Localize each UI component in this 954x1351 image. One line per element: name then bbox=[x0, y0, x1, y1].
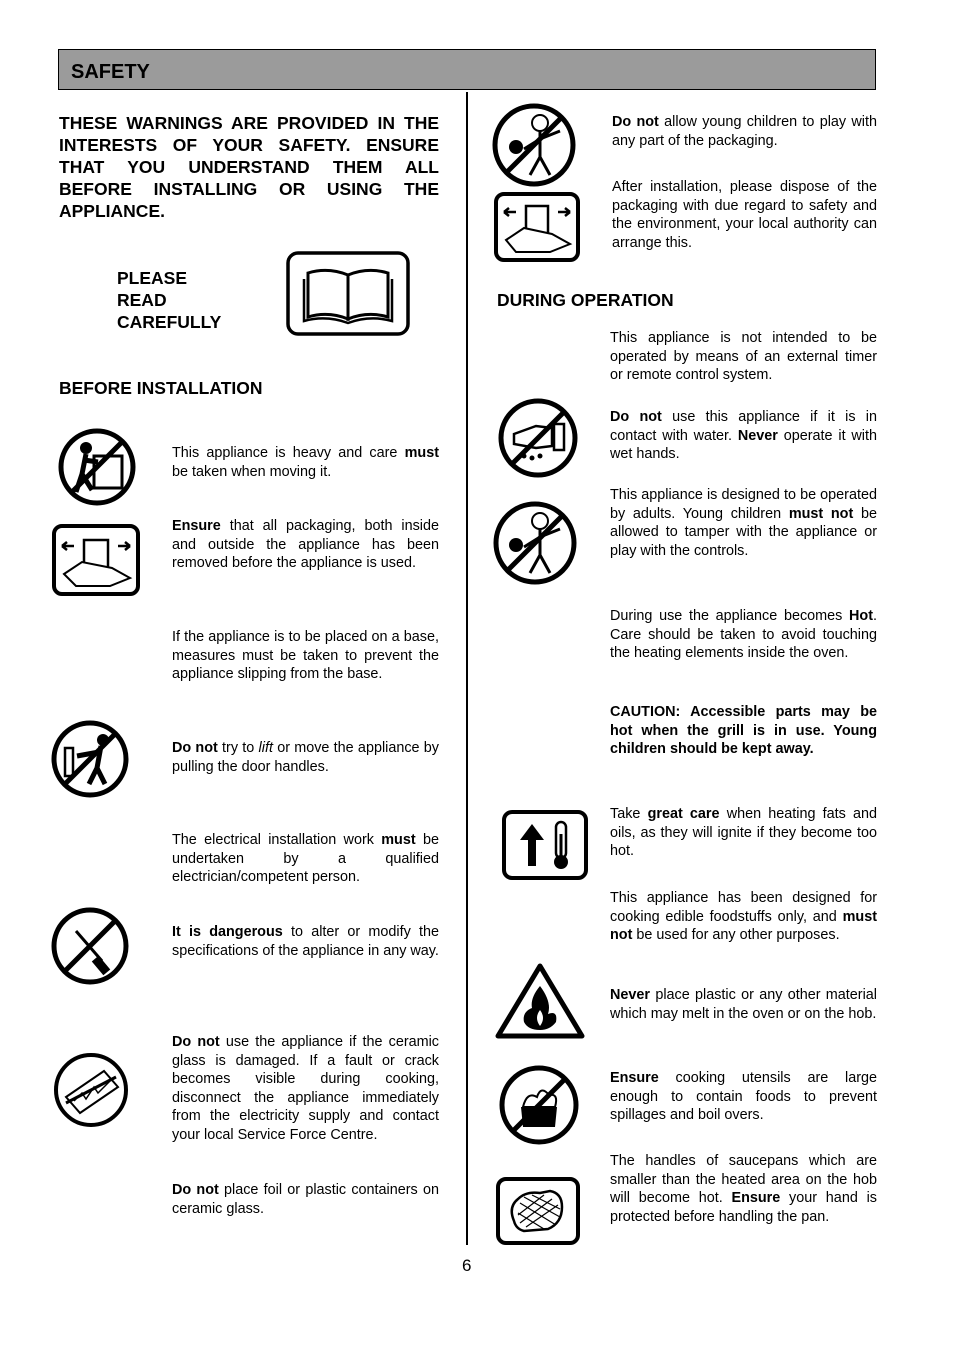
text-run: cooking utensils are large enough to contain foods to prevent spillages and boil overs. bbox=[610, 1070, 877, 1123]
oven-glove-icon bbox=[496, 1177, 580, 1245]
text-run-bold: must not bbox=[788, 505, 854, 522]
text-run: use this appliance if it is in contact with water. bbox=[610, 409, 877, 444]
warning-text-children-packaging bbox=[612, 113, 877, 150]
text-run-bold: Never bbox=[737, 427, 778, 444]
warning-text-handles bbox=[610, 1152, 877, 1226]
text-run-bold: Hot bbox=[849, 608, 873, 624]
text-run-bold: Do not bbox=[172, 740, 218, 756]
text-run: try to bbox=[217, 740, 259, 756]
please-read-line: CAREFULLY bbox=[117, 312, 222, 332]
text-run-bold: must not bbox=[610, 908, 877, 943]
text-run-bold: Never bbox=[610, 987, 651, 1003]
warning-text-utensils bbox=[610, 1069, 877, 1125]
text-run: The handles of saucepans which are smaller than the heated area on the hob will become hot. bbox=[610, 1153, 877, 1206]
text-run: . Care should be taken to avoid touching the heating elements inside the oven. bbox=[610, 608, 877, 661]
text-run: allow young children to play with any part of the packaging. bbox=[612, 114, 877, 149]
page-number: 6 bbox=[462, 1256, 472, 1275]
warning-text-fats-oils bbox=[610, 805, 877, 861]
text-run-bold: Do not bbox=[172, 1034, 220, 1050]
packaging-disposal-icon bbox=[494, 192, 580, 262]
text-run: be allowed to tamper with the appliance or play with the controls. bbox=[610, 505, 877, 559]
text-run: During use the appliance becomes bbox=[610, 608, 850, 624]
text-run: place plastic or any other material which may melt in the oven or on the hob. bbox=[610, 987, 877, 1022]
please-read-label bbox=[117, 267, 221, 333]
text-run-bold: Do not bbox=[172, 1182, 219, 1198]
intro-warning: THESE WARNINGS ARE PROVIDED IN THE INTERESTS OF YOUR SAFETY. ENSURE THAT YOU UNDERSTAND THEM ALL BEFORE INSTALLING OR USING THE APPLIANCE. bbox=[59, 113, 439, 221]
warning-text-foil bbox=[172, 1181, 439, 1218]
text-run: when heating fats and oils, as they will ignite if they become too hot. bbox=[610, 806, 877, 859]
text-run: The electrical installation work bbox=[172, 832, 382, 848]
text-run: or move the appliance by pulling the door handles. bbox=[172, 740, 439, 775]
page-title: SAFETY bbox=[71, 61, 150, 83]
warning-text-plastic bbox=[610, 986, 877, 1023]
wet-hands-prohibited-icon bbox=[496, 396, 580, 480]
text-run-bold: must bbox=[381, 832, 416, 848]
text-run-bold: Do not bbox=[612, 114, 659, 130]
text-run: your hand is protected before handling the pan. bbox=[610, 1190, 877, 1225]
caution-text: CAUTION: Accessible parts may be hot when the grill is in use. Young children should be kept away. bbox=[610, 704, 877, 757]
text-run-bold: must bbox=[404, 445, 439, 461]
section-heading-during-operation: DURING OPERATION bbox=[497, 290, 674, 310]
text-run-bold: Do not bbox=[610, 409, 662, 425]
warning-text-foodstuffs bbox=[610, 889, 877, 945]
text-run: use the appliance if the ceramic glass is damaged. If a fault or crack becomes visible during cooking, disconnect the appliance immediately from the electricity supply and contact your local Service Force Centre. bbox=[172, 1034, 439, 1143]
text-run: This appliance is designed to be operated by adults. Young children bbox=[610, 487, 877, 522]
text-run: place foil or plastic containers on ceramic glass. bbox=[172, 1182, 439, 1217]
child-prohibited-icon bbox=[490, 499, 580, 587]
open-book-icon bbox=[286, 251, 410, 336]
text-run-bold: Ensure bbox=[731, 1190, 781, 1206]
text-run: that all packaging, both inside and outside the appliance has been removed before the appliance is used. bbox=[172, 518, 439, 571]
boil-over-prohibited-icon bbox=[497, 1063, 581, 1147]
text-run: operate it with wet hands. bbox=[610, 427, 877, 462]
fire-warning-icon bbox=[494, 962, 586, 1040]
warning-text-disposal: After installation, please dispose of the packaging with due regard to safety and the environment, your local authority can arrange this. bbox=[612, 179, 877, 251]
warning-text-packaging bbox=[172, 517, 439, 573]
text-run-italic: lift bbox=[258, 740, 273, 756]
text-run: This appliance is heavy and care bbox=[172, 445, 405, 461]
packaging-removal-icon bbox=[52, 524, 140, 596]
warning-text-door-handles bbox=[172, 739, 439, 776]
text-run: This appliance has been designed for cooking edible foodstuffs only, and bbox=[610, 890, 877, 925]
section-header bbox=[58, 49, 876, 90]
text-run: be used for any other purposes. bbox=[632, 927, 840, 943]
warning-text-timer: This appliance is not intended to be operated by means of an external timer or remote control system. bbox=[610, 330, 877, 383]
warning-text-water bbox=[610, 408, 877, 464]
heavy-lifting-prohibited-icon bbox=[56, 426, 138, 508]
please-read-line: PLEASE bbox=[117, 268, 188, 288]
warning-text-heavy bbox=[172, 444, 439, 481]
please-read-line: READ bbox=[117, 290, 167, 310]
child-with-teddy-prohibited-icon bbox=[490, 101, 578, 189]
warning-text-adults bbox=[610, 486, 877, 560]
text-run: Take bbox=[610, 806, 648, 822]
warning-text-base: If the appliance is to be placed on a base, measures must be taken to prevent the appliance slipping from the base. bbox=[172, 629, 439, 682]
text-run: be undertaken by a qualified electrician/competent person. bbox=[172, 832, 439, 885]
warning-text-ceramic-glass bbox=[172, 1033, 439, 1144]
text-run-bold: Ensure bbox=[172, 518, 221, 534]
text-run-bold: Ensure bbox=[610, 1070, 659, 1086]
text-run-bold: It is dangerous bbox=[172, 924, 283, 940]
cracked-glass-icon bbox=[52, 1051, 130, 1129]
text-run-bold: great care bbox=[647, 806, 720, 822]
warning-text-electrical bbox=[172, 831, 439, 887]
warning-text-modify bbox=[172, 923, 439, 960]
text-run: be taken when moving it. bbox=[172, 463, 332, 480]
temperature-rising-icon bbox=[502, 810, 588, 880]
door-handle-pull-prohibited-icon bbox=[49, 718, 131, 800]
text-run: to alter or modify the specifications of the appliance in any way. bbox=[172, 924, 439, 959]
screwdriver-prohibited-icon bbox=[48, 905, 132, 987]
section-heading-before-installation: BEFORE INSTALLATION bbox=[59, 378, 263, 398]
column-divider bbox=[466, 92, 468, 1245]
warning-text-hot bbox=[610, 607, 877, 663]
